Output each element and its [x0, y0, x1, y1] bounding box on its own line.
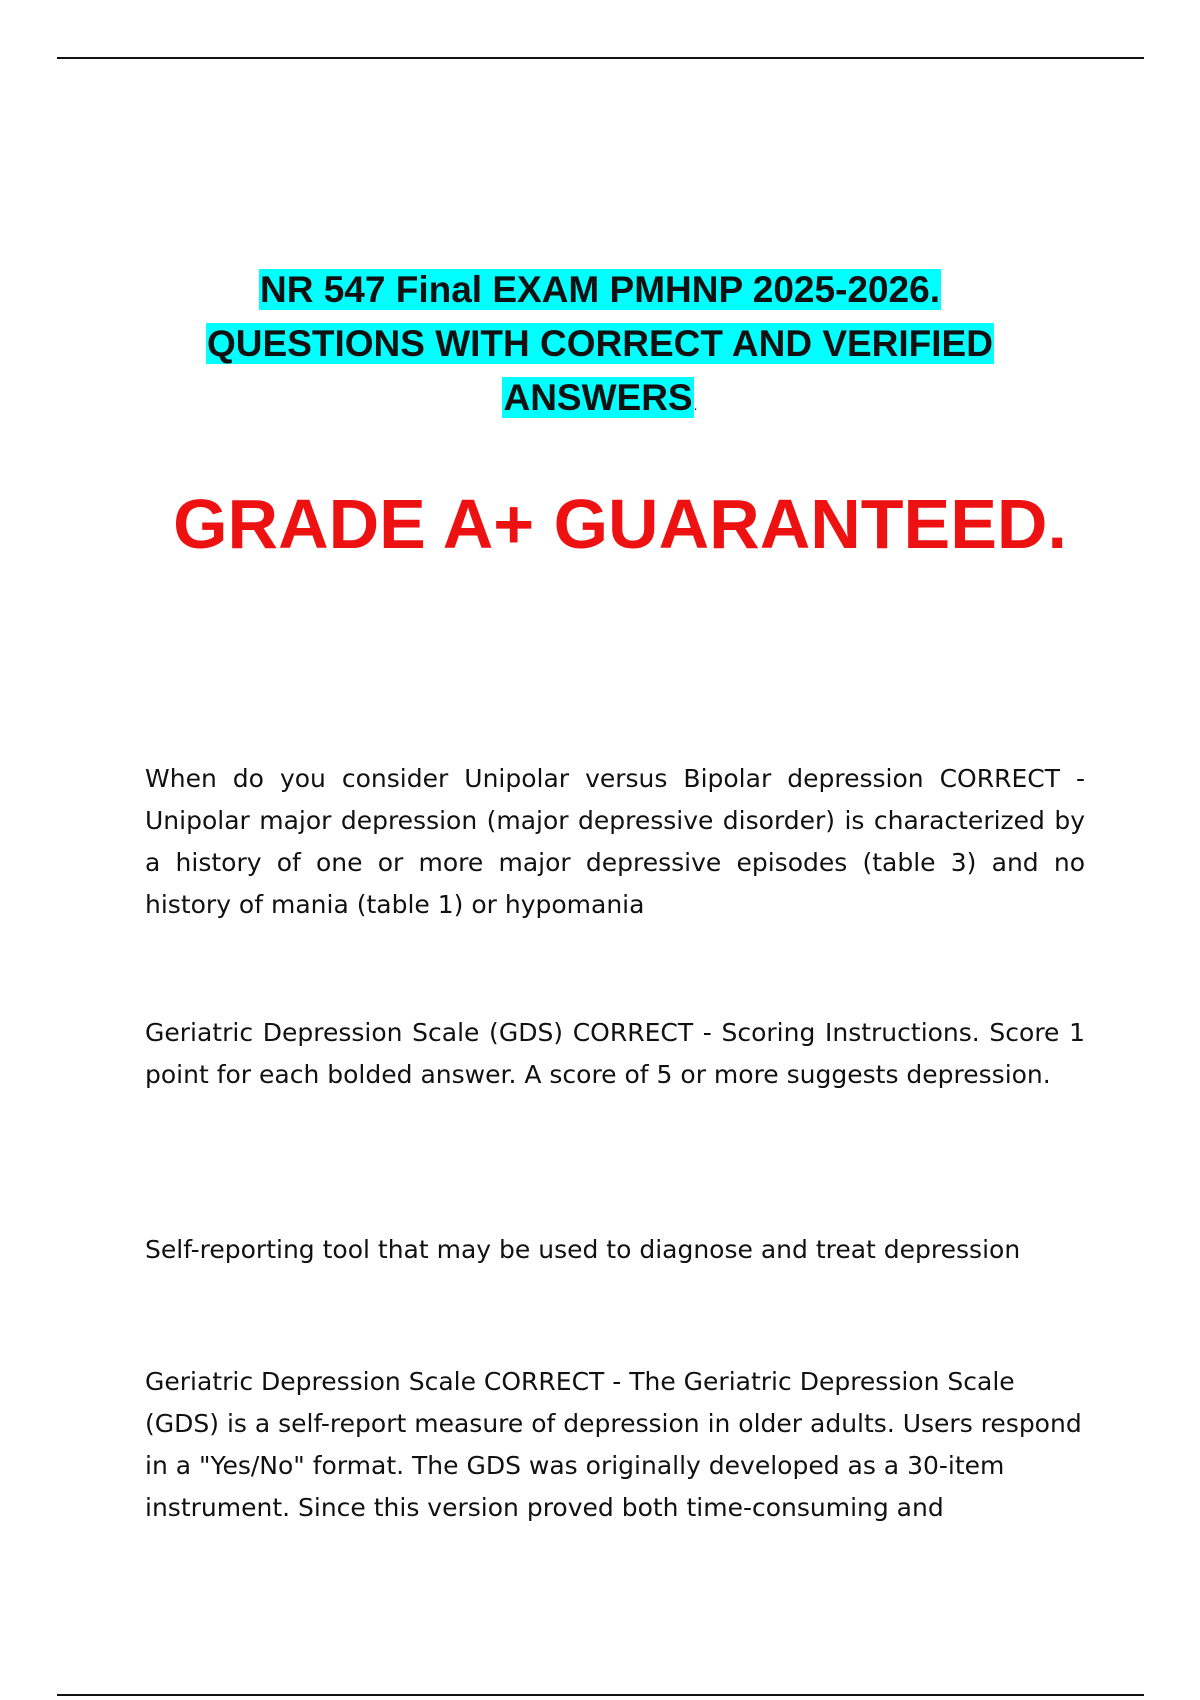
- title-line-2: QUESTIONS WITH CORRECT AND VERIFIED: [207, 323, 993, 364]
- title-line-3: ANSWERS: [503, 377, 693, 418]
- paragraph-gds-scoring: Geriatric Depression Scale (GDS) CORRECT - Scoring Instructions. Score 1 point for each bolded answer. A score of 5 or more suggests depression.: [145, 1018, 1085, 1089]
- bottom-rule: [57, 1694, 1144, 1696]
- paragraph-self-reporting: Self-reporting tool that may be used to diagnose and treat depression: [145, 1235, 1021, 1264]
- top-rule: [57, 57, 1144, 59]
- title-trailing-period: .: [693, 397, 698, 413]
- grade-banner: GRADE A+ GUARANTEED.: [173, 485, 1067, 563]
- document-title: [100, 263, 1100, 432]
- paragraph-unipolar-bipolar: When do you consider Unipolar versus Bipolar depression CORRECT - Unipolar major depression (major depressive disorder) is characterized by a history of one or more major depressive episodes (table 3) and no history of mania (table 1) or hypomania: [145, 764, 1085, 919]
- title-line-1: NR 547 Final EXAM PMHNP 2025-2026.: [260, 269, 940, 310]
- paragraph-gds-description: Geriatric Depression Scale CORRECT - The Geriatric Depression Scale (GDS) is a self-report measure of depression in older adults. Users respond in a "Yes/No" format. The GDS was originally developed as a 30-item instrument. Since this version proved both time-consuming and: [145, 1367, 1082, 1522]
